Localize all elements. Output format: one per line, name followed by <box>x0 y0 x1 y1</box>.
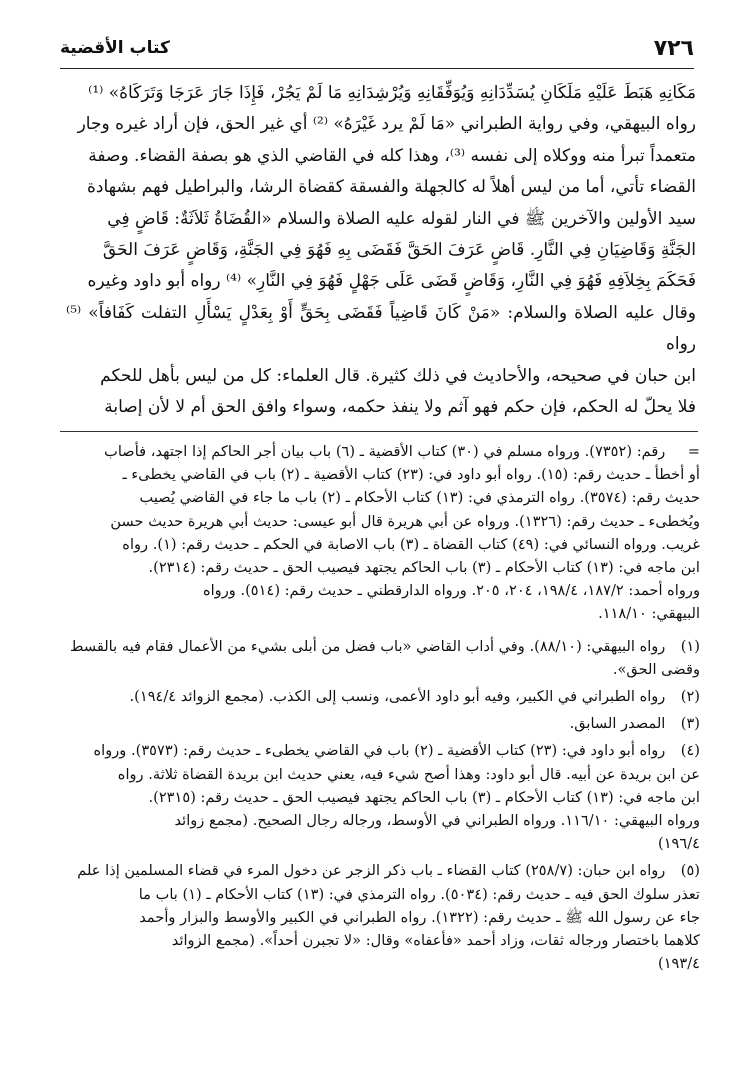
footnote-line: ابن ماجه في: (١٣) كتاب الأحكام ـ (٣) باب الحاكم يجتهد فيصيب الحق ـ حديث رقم: (٢٣١٤). <box>148 559 700 577</box>
footnote-divider <box>60 431 698 432</box>
footnote-line: وقضى الحق». <box>612 660 700 678</box>
footnote-line: البيهقي: ١١٨/١٠. <box>598 605 700 623</box>
main-line: وقال عليه الصلاة والسلام: «مَنْ كَانَ قَاضِياً فَقَضَى بِحَقٍّ أَوْ بِعَدْلٍ يَسْأَلِ التفلت كَفَافاً» ⁽⁵⁾ رواه <box>66 302 696 355</box>
footnote-continued <box>66 440 700 626</box>
main-line: ابن حبان في صحيحه، والأحاديث في ذلك كثيرة. قال العلماء: كل من ليس بأهل للحكم <box>100 365 696 386</box>
footnote-number: (٣) <box>680 715 700 733</box>
footnote-line: رواه أبو داود في: (٢٣) كتاب الأقضية ـ (٢) باب في القاضي يخطىء ـ حديث رقم: (٣٥٧٣). ورواه <box>93 742 666 760</box>
footnote-line: رواه البيهقي: (٨٨/١٠). وفي أداب القاضي «باب فضل من أبلى بشيء من الأعمال فقام فيه بالقسط <box>69 637 666 655</box>
footnote-line: عن ابن بريدة عن أبيه. قال أبو داود: وهذا أصح شيء فيه، يعني حديث ابن بريدة القضاة ثلاثة. رواه <box>117 765 700 783</box>
footnote-line: ١٩٣/٤) <box>658 955 700 973</box>
footnote-4 <box>66 739 700 855</box>
footnote-line: غريب. ورواه النسائي في: (٤٩) كتاب القضاة ـ (٣) باب الاصابة في الحكم ـ حديث رقم: (١). رواه <box>122 535 700 553</box>
footnote-line: رقم: (٧٣٥٢). ورواه مسلم في (٣٠) كتاب الأقضية ـ (٦) باب بيان أجر الحاكم إذا اجتهد، فأصاب <box>104 443 666 460</box>
footnote-line: أو أخطأ ـ حديث رقم: (١٥). رواه أبو داود في: (٢٣) كتاب الأقضية ـ (٢) باب في القاضي يخطىء ـ <box>122 466 700 484</box>
footnote-line: حديث رقم: (٣٥٧٤). رواه الترمذي في: (١٣) كتاب الأحكام ـ (٢) باب ما جاء في القاضي يُصيب <box>139 489 700 507</box>
main-line: الجَنَّةِ وَقَاضِيَانِ فِي النَّارِ. قَاضٍ عَرَفَ الحَقَّ فَقَضَى بِهِ فَهُوَ فِي الجَنَّةِ، وَقَاضٍ عَرَفَ الحَقَّ <box>102 240 696 261</box>
page-number: ٧٢٦ <box>653 36 694 61</box>
main-line: القضاء تأتي، أما من ليس أهلاً له كالجهلة والفسقة كقضاة الرشا، والبراطيل فهم بشهادة <box>87 177 696 198</box>
section-title: كتاب الأقضية <box>60 38 170 58</box>
footnote-line: المصدر السابق. <box>569 715 666 733</box>
footnote-5 <box>66 859 700 975</box>
footnote-number: (١) <box>680 637 700 655</box>
footnote-number: = <box>687 443 700 460</box>
footnote-line: ويُخطىء ـ حديث رقم: (١٣٢٦). ورواه عن أبي هريرة قال أبو عيسى: حديث أبي هريرة حديث حسن <box>110 512 700 530</box>
footnote-number: (٥) <box>680 862 700 880</box>
footnote-line: ١٩٦/٤) <box>658 835 700 853</box>
footnote-line: كلاهما باختصار ورجاله ثقات، وزاد أحمد «فأعفاه» وقال: «لا تجبرن أحداً». (مجمع الزوائد <box>171 932 700 950</box>
footnote-line: ورواه البيهقي: ١١٦/١٠. ورواه الطبراني في الأوسط، ورجاله رجال الصحيح. (مجمع زوائد <box>174 812 700 830</box>
main-line: متعمداً تبرأ منه ووكلاه إلى نفسه ⁽³⁾، وهذا كله في القاضي الذي هو بصفة القضاء. وصفة <box>88 145 696 166</box>
main-line: فَحَكَمَ بِخِلاَفِهِ فَهُوَ فِي النَّارِ، وَقَاضٍ قَضَى عَلَى جَهْلٍ فَهُوَ فِي النَّارِ» ⁽⁴⁾ رواه أبو داود وغيره <box>87 271 696 292</box>
footnote-3 <box>66 712 700 735</box>
footnote-number: (٢) <box>680 688 700 706</box>
footnote-2 <box>66 685 700 708</box>
main-text <box>66 78 696 423</box>
footnote-1 <box>66 635 700 681</box>
page-header <box>60 32 694 69</box>
footnote-line: ورواه أحمد: ١٨٧/٢، ١٩٨/٤، ٢٠٤، ٢٠٥. ورواه الدارقطني ـ حديث رقم: (٥١٤). ورواه <box>202 582 700 600</box>
footnote-number: (٤) <box>680 742 700 760</box>
main-line: فلا يحلّ له الحكم، فإن حكم فهو آثم ولا ينفذ حكمه، وسواء وافق الحق أم لا لأن إصابة <box>104 397 696 418</box>
footnote-line: رواه ابن حبان: (٢٥٨/٧) كتاب القضاء ـ باب ذكر الزجر عن دخول المرء في قضاء المسلمين إذا علم <box>77 862 666 880</box>
footnote-line: تعذر سلوك الحق فيه ـ حديث رقم: (٥٠٣٤). رواه الترمذي في: (١٣) كتاب الأحكام ـ (١) باب ما <box>138 885 700 903</box>
main-line: سيد الأولين والآخرين ﷺ في النار لقوله عليه الصلاة والسلام «القُضَاةُ ثَلاَثَةٌ: قَاضٍ فِي <box>107 208 696 229</box>
footnote-line: رواه الطبراني في الكبير، وفيه أبو داود الأعمى، ونسب إلى الكذب. (مجمع الزوائد ١٩٤/٤). <box>129 688 666 706</box>
footnote-line: ابن ماجه في: (١٣) كتاب الأحكام ـ (٣) باب الحاكم يجتهد فيصيب الحق ـ حديث رقم: (٢٣١٥). <box>148 788 700 806</box>
footnote-line: جاء عن رسول الله ﷺ ـ حديث رقم: (١٣٢٢). رواه الطبراني في الكبير والأوسط والبزار وأحمد <box>139 908 700 926</box>
main-line: مَكَانِهِ هَبَطَ عَلَيْهِ مَلَكَانِ يُسَدِّدَانِهِ وَيُوَفِّقَانِهِ وَيُرْشِدَانِهِ مَا لَمْ يَجُرْ، فَإِذَا جَارَ عَرَجَا وَتَرَكَاهُ» ⁽¹⁾ <box>88 83 696 103</box>
footnotes <box>66 440 700 979</box>
main-line: رواه البيهقي، وفي رواية الطبراني «مَا لَمْ يرد غَيْرَهُ» ⁽²⁾ أي غير الحق، فإن أراد غيره وجار <box>77 114 696 135</box>
